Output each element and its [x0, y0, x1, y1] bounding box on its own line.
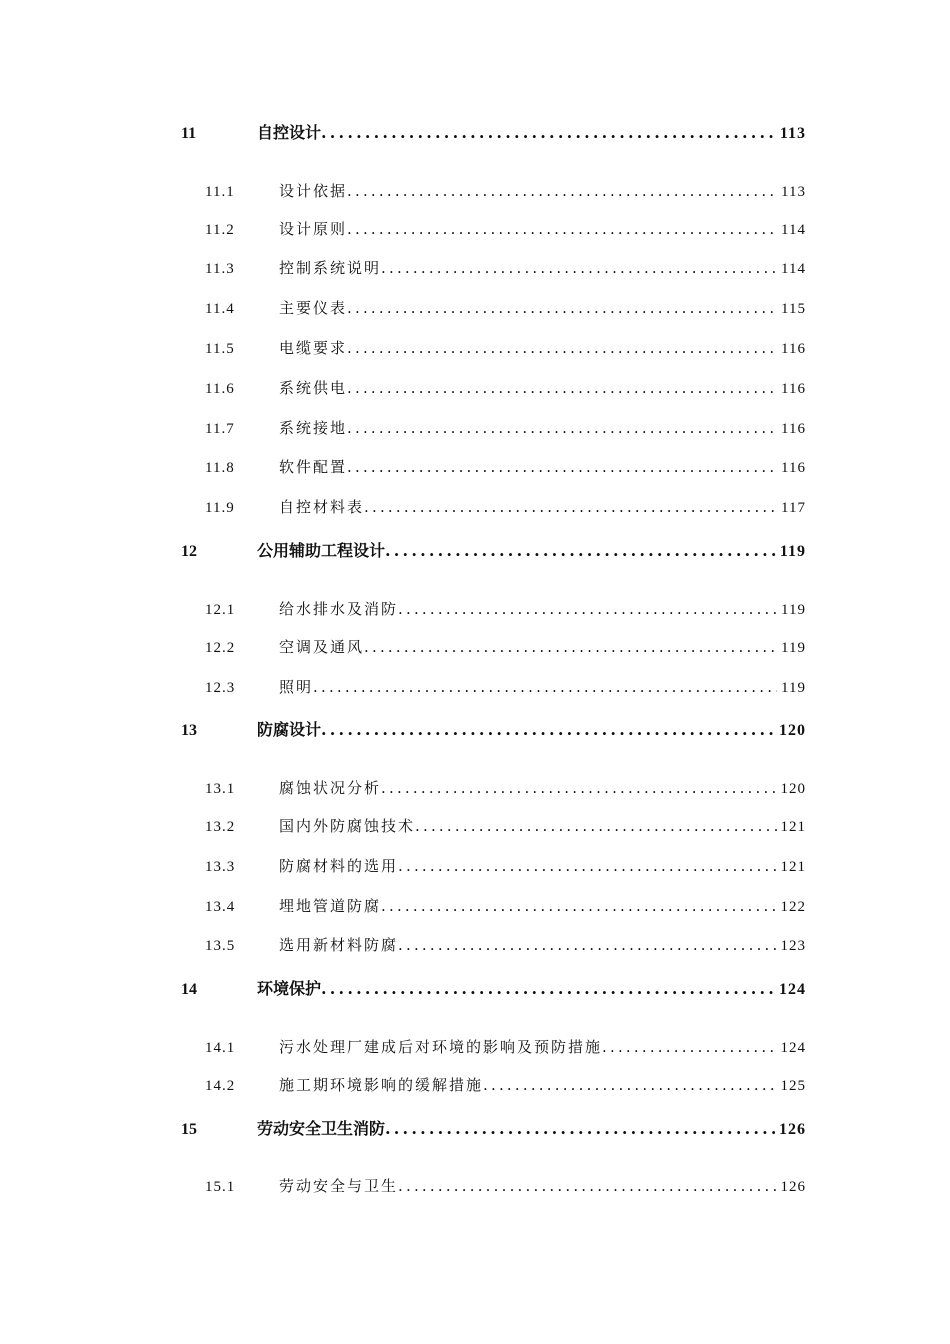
toc-entry-page-number: 119	[779, 543, 806, 561]
toc-entry-number: 11.7	[205, 420, 235, 437]
toc-section-entry[interactable]	[181, 765, 806, 815]
toc-entry-page-number: 124	[780, 1039, 806, 1056]
toc-dot-leader	[381, 897, 776, 915]
toc-entry-title: 国内外防腐蚀技术	[279, 817, 416, 836]
toc-dot-leader	[398, 857, 776, 875]
toc-dot-leader	[602, 1038, 776, 1056]
toc-entry-title: 选用新材料防腐	[279, 936, 399, 955]
toc-entry-page-number: 119	[781, 639, 806, 656]
toc-entry-page-number: 125	[780, 1077, 806, 1094]
toc-entry-title: 设计依据	[279, 181, 348, 200]
toc-entry-page-number: 114	[781, 221, 806, 238]
toc-entry-title: 劳动安全卫生消防	[257, 1118, 386, 1138]
toc-entry-title: 电缆要求	[279, 339, 348, 358]
toc-dot-leader	[313, 678, 777, 696]
toc-section-entry[interactable]	[181, 934, 806, 974]
toc-dot-leader	[321, 720, 775, 739]
toc-section-entry[interactable]	[181, 417, 806, 457]
toc-entry-number: 11.1	[205, 183, 235, 200]
toc-entry-number: 11.5	[205, 341, 235, 358]
toc-entry-number: 11.2	[205, 221, 235, 238]
table-of-contents	[181, 118, 806, 1213]
toc-entry-number: 12.1	[205, 601, 236, 618]
toc-dot-leader	[347, 419, 777, 437]
toc-entry-title: 系统接地	[279, 418, 348, 437]
toc-entry-number: 15.1	[205, 1179, 236, 1196]
toc-entry-title: 施工期环境影响的缓解措施	[279, 1075, 484, 1094]
toc-chapter-entry[interactable]	[181, 974, 806, 1024]
toc-entry-page-number: 116	[781, 420, 806, 437]
toc-dot-leader	[385, 1119, 775, 1138]
toc-entry-title: 自控材料表	[279, 498, 365, 517]
toc-entry-number: 11.8	[205, 460, 235, 477]
toc-entry-title: 自控设计	[257, 123, 322, 142]
toc-entry-number: 13.4	[205, 898, 236, 915]
toc-entry-number: 11.6	[205, 380, 235, 397]
toc-dot-leader	[347, 182, 777, 200]
toc-entry-page-number: 120	[780, 781, 806, 798]
toc-entry-number: 14.1	[205, 1039, 236, 1056]
toc-dot-leader	[347, 220, 777, 238]
toc-entry-page-number: 120	[779, 722, 806, 740]
toc-entry-page-number: 121	[780, 819, 806, 836]
toc-entry-number: 13	[181, 722, 197, 740]
toc-entry-number: 12.3	[205, 679, 236, 696]
toc-dot-leader	[398, 1177, 776, 1195]
toc-section-entry[interactable]	[181, 168, 806, 218]
toc-section-entry[interactable]	[181, 855, 806, 895]
toc-entry-number: 12.2	[205, 639, 236, 656]
toc-section-entry[interactable]	[181, 1163, 806, 1213]
toc-entry-title: 埋地管道防腐	[279, 896, 382, 915]
toc-entry-title: 劳动安全与卫生	[279, 1177, 399, 1196]
toc-entry-page-number: 116	[781, 380, 806, 397]
toc-dot-leader	[398, 936, 776, 954]
toc-section-entry[interactable]	[181, 636, 806, 676]
toc-entry-title: 防腐材料的选用	[279, 856, 399, 875]
toc-entry-number: 13.5	[205, 938, 236, 955]
toc-section-entry[interactable]	[181, 586, 806, 636]
toc-entry-page-number: 117	[781, 500, 806, 517]
toc-entry-page-number: 113	[781, 183, 806, 200]
toc-entry-page-number: 124	[779, 981, 806, 999]
toc-entry-page-number: 116	[781, 341, 806, 358]
toc-dot-leader	[347, 339, 777, 357]
toc-entry-title: 系统供电	[279, 378, 348, 397]
toc-dot-leader	[398, 600, 777, 618]
toc-dot-leader	[347, 299, 777, 317]
toc-entry-number: 13.3	[205, 858, 236, 875]
toc-entry-title: 照明	[279, 677, 314, 696]
toc-entry-page-number: 126	[779, 1120, 806, 1138]
toc-entry-number: 11	[181, 125, 197, 142]
toc-entry-number: 11.9	[205, 500, 235, 517]
toc-entry-page-number: 115	[781, 301, 806, 318]
toc-entry-number: 13.1	[205, 781, 236, 798]
toc-entry-page-number: 114	[781, 261, 806, 278]
toc-section-entry[interactable]	[181, 496, 806, 536]
toc-entry-title: 腐蚀状况分析	[279, 779, 382, 798]
toc-entry-number: 12	[181, 543, 197, 561]
toc-dot-leader	[321, 123, 776, 142]
toc-section-entry[interactable]	[181, 257, 806, 297]
toc-entry-page-number: 119	[781, 679, 806, 696]
toc-entry-title: 防腐设计	[257, 720, 322, 740]
toc-entry-title: 给水排水及消防	[279, 599, 399, 618]
toc-entry-title: 控制系统说明	[279, 259, 382, 278]
toc-dot-leader	[347, 458, 777, 476]
toc-entry-number: 11.4	[205, 301, 235, 318]
toc-dot-leader	[381, 779, 776, 797]
toc-entry-page-number: 116	[781, 460, 806, 477]
toc-dot-leader	[321, 979, 775, 998]
toc-entry-number: 15	[181, 1120, 197, 1138]
toc-section-entry[interactable]	[181, 1074, 806, 1114]
toc-entry-number: 11.3	[205, 261, 235, 278]
toc-section-entry[interactable]	[181, 337, 806, 377]
toc-entry-page-number: 122	[780, 898, 806, 915]
toc-entry-number: 14.2	[205, 1077, 236, 1094]
toc-entry-page-number: 119	[781, 601, 806, 618]
toc-entry-number: 14	[181, 981, 197, 999]
toc-entry-title: 污水处理厂建成后对环境的影响及预防措施	[279, 1037, 603, 1056]
toc-entry-title: 公用辅助工程设计	[257, 541, 386, 561]
toc-entry-title: 环境保护	[257, 979, 322, 999]
toc-chapter-entry[interactable]	[181, 536, 806, 586]
toc-section-entry[interactable]	[181, 377, 806, 417]
toc-section-entry[interactable]	[181, 456, 806, 496]
toc-entry-title: 设计原则	[279, 219, 348, 238]
toc-chapter-entry[interactable]	[181, 1114, 806, 1164]
toc-dot-leader	[364, 638, 777, 656]
toc-dot-leader	[385, 541, 776, 560]
toc-entry-number: 13.2	[205, 819, 236, 836]
toc-entry-title: 软件配置	[279, 458, 348, 477]
toc-entry-page-number: 123	[780, 938, 806, 955]
toc-dot-leader	[381, 259, 777, 277]
toc-section-entry[interactable]	[181, 297, 806, 337]
toc-entry-page-number: 121	[780, 858, 806, 875]
toc-entry-page-number: 113	[779, 125, 806, 142]
toc-section-entry[interactable]	[181, 676, 806, 716]
toc-section-entry[interactable]	[181, 895, 806, 935]
toc-chapter-entry[interactable]	[181, 715, 806, 765]
toc-dot-leader	[483, 1076, 776, 1094]
toc-section-entry[interactable]	[181, 218, 806, 258]
toc-dot-leader	[415, 817, 776, 835]
toc-entry-title: 主要仪表	[279, 299, 348, 318]
toc-chapter-entry[interactable]	[181, 118, 806, 168]
toc-entry-page-number: 126	[780, 1179, 806, 1196]
toc-dot-leader	[347, 379, 777, 397]
toc-section-entry[interactable]	[181, 815, 806, 855]
toc-dot-leader	[364, 498, 777, 516]
toc-entry-title: 空调及通风	[279, 637, 365, 656]
toc-section-entry[interactable]	[181, 1024, 806, 1074]
